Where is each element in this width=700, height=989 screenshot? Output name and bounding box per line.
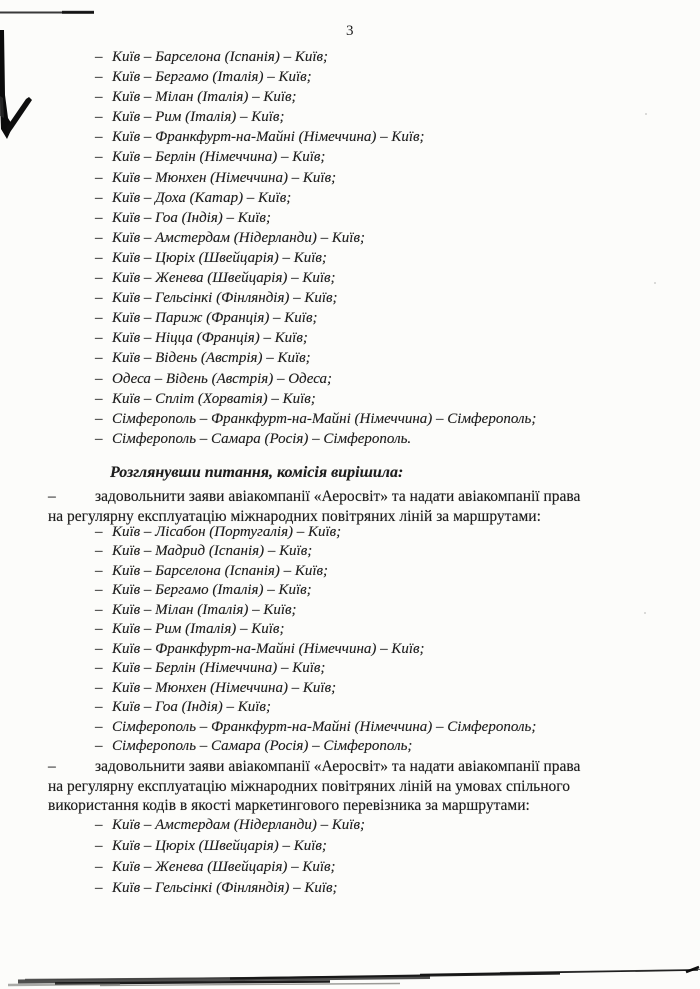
route-text: Київ – Мюнхен (Німеччина) – Київ; bbox=[112, 169, 337, 186]
route-text: Сімферополь – Самара (Росія) – Сімферополь; bbox=[112, 737, 413, 754]
list-dash: – bbox=[95, 621, 103, 638]
route-item bbox=[95, 87, 536, 107]
route-text: Київ – Амстердам (Нідерланди) – Київ; bbox=[112, 229, 365, 246]
route-text: Київ – Амстердам (Нідерланди) – Київ; bbox=[112, 817, 365, 833]
route-text: Київ – Відень (Австрія) – Київ; bbox=[112, 350, 311, 367]
route-item bbox=[95, 601, 536, 620]
route-item bbox=[95, 389, 536, 409]
paragraph-line bbox=[48, 487, 654, 507]
route-item bbox=[95, 328, 536, 348]
list-dash: – bbox=[95, 310, 103, 327]
list-dash: – bbox=[95, 209, 103, 226]
route-text: Київ – Мілан (Італія) – Київ; bbox=[112, 601, 297, 618]
paragraph-line bbox=[48, 777, 654, 797]
list-dash: – bbox=[95, 660, 103, 677]
list-dash: – bbox=[95, 390, 103, 407]
route-item bbox=[95, 878, 365, 899]
route-text: Київ – Берлін (Німеччина) – Київ; bbox=[112, 660, 326, 677]
list-dash: – bbox=[95, 49, 103, 65]
route-text: Київ – Цюріх (Швейцарія) – Київ; bbox=[112, 249, 327, 266]
route-text: Київ – Гельсінкі (Фінляндія) – Київ; bbox=[112, 290, 338, 307]
list-dash: – bbox=[95, 229, 103, 246]
route-text: Київ – Барселона (Іспанія) – Київ; bbox=[112, 562, 329, 579]
routes-list-1 bbox=[95, 47, 536, 449]
list-dash: – bbox=[95, 370, 103, 387]
route-text: Київ – Гельсінкі (Фінляндія) – Київ; bbox=[112, 880, 338, 896]
route-text: Київ – Гоа (Індія) – Київ; bbox=[112, 209, 271, 226]
route-item bbox=[95, 542, 536, 561]
route-item bbox=[95, 857, 365, 878]
scan-speck bbox=[645, 113, 647, 115]
route-text: Київ – Мілан (Італія) – Київ; bbox=[112, 89, 297, 106]
route-text: Київ – Гоа (Індія) – Київ; bbox=[112, 699, 271, 716]
route-item bbox=[95, 147, 536, 167]
list-dash: – bbox=[95, 149, 103, 166]
list-dash: – bbox=[95, 410, 103, 427]
list-dash: – bbox=[95, 89, 103, 106]
page-number: 3 bbox=[346, 23, 354, 39]
list-dash: – bbox=[95, 737, 103, 754]
route-item bbox=[95, 308, 536, 328]
list-dash: – bbox=[95, 524, 103, 540]
route-text: Київ – Рим (Італія) – Київ; bbox=[112, 621, 285, 638]
list-dash: – bbox=[95, 699, 103, 716]
route-item bbox=[95, 188, 536, 208]
list-dash: – bbox=[95, 350, 103, 367]
route-item bbox=[95, 208, 536, 228]
route-text: Київ – Бергамо (Італія) – Київ; bbox=[112, 582, 312, 599]
decision-heading: Розглянувши питання, комісія вирішила: bbox=[110, 464, 404, 481]
list-dash: – bbox=[95, 129, 103, 146]
route-item bbox=[95, 679, 536, 698]
route-item bbox=[95, 168, 536, 188]
route-text: Київ – Женева (Швейцарія) – Київ; bbox=[112, 859, 336, 875]
list-dash: – bbox=[95, 290, 103, 307]
route-text: Сімферополь – Франкфурт-на-Майні (Німеччина) – Сімферополь; bbox=[112, 718, 537, 735]
route-text: Сімферополь – Франкфурт-на-Майні (Німеччина) – Сімферополь; bbox=[112, 410, 537, 427]
paragraph-line bbox=[48, 796, 654, 816]
list-dash: – bbox=[95, 640, 103, 657]
scan-speck bbox=[644, 612, 646, 614]
paragraph-text: задовольнити заяви авіакомпанії «Аеросвіт» та надати авіакомпанії права bbox=[95, 488, 581, 505]
route-text: Київ – Берлін (Німеччина) – Київ; bbox=[112, 149, 326, 166]
route-text: Київ – Лісабон (Португалія) – Київ; bbox=[112, 524, 342, 540]
list-dash: – bbox=[95, 69, 103, 86]
list-dash: – bbox=[95, 249, 103, 266]
scan-artifact-bottom-streak bbox=[0, 955, 700, 989]
scan-speck bbox=[654, 282, 656, 284]
list-dash: – bbox=[95, 817, 103, 833]
list-dash: – bbox=[95, 859, 103, 875]
route-text: Сімферополь – Самара (Росія) – Сімферополь. bbox=[112, 430, 412, 447]
route-text: Київ – Барселона (Іспанія) – Київ; bbox=[112, 49, 329, 65]
list-dash: – bbox=[95, 109, 103, 126]
route-item bbox=[95, 248, 536, 268]
list-dash: – bbox=[95, 430, 103, 447]
route-item bbox=[95, 369, 536, 389]
route-text: Київ – Доха (Катар) – Київ; bbox=[112, 189, 292, 206]
route-text: Київ – Париж (Франція) – Київ; bbox=[112, 310, 318, 327]
route-item bbox=[95, 698, 536, 717]
list-dash: – bbox=[95, 582, 103, 599]
list-dash: – bbox=[95, 270, 103, 287]
paragraph-line bbox=[48, 757, 654, 777]
list-dash: – bbox=[95, 189, 103, 206]
paragraph-text: задовольнити заяви авіакомпанії «Аеросвіт» та надати авіакомпанії права bbox=[95, 758, 581, 775]
route-item bbox=[95, 659, 536, 678]
route-item bbox=[95, 523, 536, 542]
route-item bbox=[95, 67, 536, 87]
list-dash: – bbox=[95, 838, 103, 854]
decision-paragraph-2 bbox=[48, 757, 654, 816]
decision-paragraph-1 bbox=[48, 487, 654, 526]
route-item bbox=[95, 409, 536, 429]
route-item bbox=[95, 836, 365, 857]
list-dash: – bbox=[95, 169, 103, 186]
list-dash: – bbox=[95, 562, 103, 579]
list-dash: – bbox=[95, 718, 103, 735]
route-item bbox=[95, 107, 536, 127]
route-item bbox=[95, 348, 536, 368]
route-item bbox=[95, 127, 536, 147]
list-dash: – bbox=[95, 601, 103, 618]
route-item bbox=[95, 562, 536, 581]
route-text: Київ – Франкфурт-на-Майні (Німеччина) – Київ; bbox=[112, 640, 425, 657]
route-item bbox=[95, 815, 365, 836]
route-text: Київ – Бергамо (Італія) – Київ; bbox=[112, 69, 312, 86]
route-text: Київ – Спліт (Хорватія) – Київ; bbox=[112, 390, 316, 407]
route-item bbox=[95, 718, 536, 737]
list-dash: – bbox=[95, 330, 103, 347]
paragraph-text: на регулярну експлуатацію міжнародних повітряних ліній за маршрутами: bbox=[48, 507, 541, 525]
routes-list-3 bbox=[95, 815, 365, 899]
route-text: Київ – Франкфурт-на-Майні (Німеччина) – Київ; bbox=[112, 129, 425, 146]
paragraph-text: використання кодів в якості маркетингового перевізника за маршрутами: bbox=[48, 797, 530, 814]
route-item bbox=[95, 581, 536, 600]
paragraph-dash: – bbox=[48, 488, 56, 505]
route-text: Київ – Рим (Італія) – Київ; bbox=[112, 109, 285, 126]
route-item bbox=[95, 737, 536, 756]
route-item bbox=[95, 429, 536, 449]
route-item bbox=[95, 288, 536, 308]
route-text: Київ – Мюнхен (Німеччина) – Київ; bbox=[112, 679, 337, 696]
routes-list-2 bbox=[95, 523, 536, 756]
route-text: Одеса – Відень (Австрія) – Одеса; bbox=[112, 370, 333, 387]
list-dash: – bbox=[95, 679, 103, 696]
route-item bbox=[95, 640, 536, 659]
route-text: Київ – Ніцца (Франція) – Київ; bbox=[112, 330, 308, 347]
route-text: Київ – Цюріх (Швейцарія) – Київ; bbox=[112, 838, 327, 854]
route-item bbox=[95, 47, 536, 67]
route-text: Київ – Мадрид (Іспанія) – Київ; bbox=[112, 543, 313, 560]
route-text: Київ – Женева (Швейцарія) – Київ; bbox=[112, 270, 336, 287]
paragraph-text: на регулярну експлуатацію міжнародних повітряних ліній на умовах спільного bbox=[48, 777, 571, 795]
route-item bbox=[95, 228, 536, 248]
route-item bbox=[95, 620, 536, 639]
list-dash: – bbox=[95, 543, 103, 560]
list-dash: – bbox=[95, 880, 103, 896]
route-item bbox=[95, 268, 536, 288]
paragraph-dash: – bbox=[48, 758, 56, 775]
